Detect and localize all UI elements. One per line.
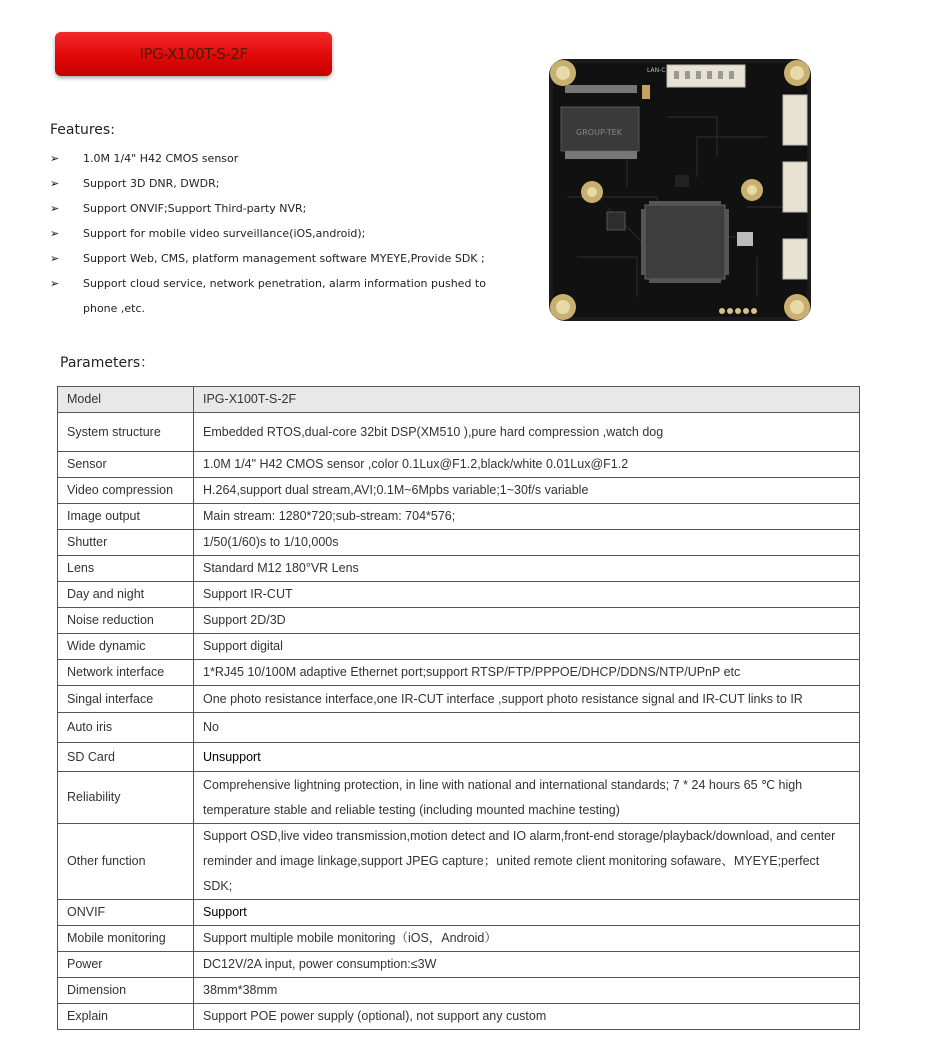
table-row: Video compression H.264,support dual stream,AVI;0.1M~6Mpbs variable;1~30f/s variable <box>58 478 860 504</box>
table-row: Wide dynamic Support digital <box>58 634 860 660</box>
table-row: Power DC12V/2A input, power consumption:≤3W <box>58 952 860 978</box>
table-row: Dimension 38mm*38mm <box>58 978 860 1004</box>
table-row: Sensor 1.0M 1/4" H42 CMOS sensor ,color 0.1Lux@F1.2,black/white 0.01Lux@F1.2 <box>58 452 860 478</box>
feature-item: ➢ Support Web, CMS, platform management software MYEYE,Provide SDK ; <box>50 246 490 271</box>
table-row: Image output Main stream: 1280*720;sub-stream: 704*576; <box>58 504 860 530</box>
feature-item: ➢ Support 3D DNR, DWDR; <box>50 171 490 196</box>
feature-item: ➢ Support cloud service, network penetration, alarm information pushed to phone ,etc. <box>50 271 490 321</box>
feature-item: ➢ Support ONVIF;Support Third-party NVR; <box>50 196 490 221</box>
arrow-bullet-icon: ➢ <box>50 277 60 290</box>
table-row: Noise reduction Support 2D/3D <box>58 608 860 634</box>
features-heading: Features: <box>50 122 115 138</box>
arrow-bullet-icon: ➢ <box>50 227 60 240</box>
table-row: Network interface 1*RJ45 10/100M adaptive Ethernet port;support RTSP/FTP/PPPOE/DHCP/DDNS/NTP/UPnP etc <box>58 660 860 686</box>
table-row: Reliability Comprehensive lightning protection, in line with national and international standards; 7 * 24 hours 65 ℃ high temperature stable and reliable testing (including mounted machine testing) <box>58 772 860 824</box>
table-row: Explain Support POE power supply (optional), not support any custom <box>58 1004 860 1030</box>
svg-text:GROUP-TEK: GROUP-TEK <box>576 128 622 137</box>
feature-item: ➢ 1.0M 1/4" H42 CMOS sensor <box>50 146 490 171</box>
arrow-bullet-icon: ➢ <box>50 252 60 265</box>
table-row: Auto iris No <box>58 713 860 743</box>
arrow-bullet-icon: ➢ <box>50 202 60 215</box>
table-row: Singal interface One photo resistance interface,one IR-CUT interface ,support photo resistance signal and IR-CUT links to IR <box>58 686 860 713</box>
table-row: Model IPG-X100T-S-2F <box>58 387 860 413</box>
feature-list <box>50 146 490 321</box>
table-row: Day and night Support IR-CUT <box>58 582 860 608</box>
svg-text:LAN-C: LAN-C <box>647 67 666 74</box>
table-row: Mobile monitoring Support multiple mobile monitoring（iOS，Android） <box>58 926 860 952</box>
table-row: System structure Embedded RTOS,dual-core 32bit DSP(XM510 ),pure hard compression ,watch dog <box>58 413 860 452</box>
feature-item: ➢ Support for mobile video surveillance(iOS,android); <box>50 221 490 246</box>
table-row: Other function Support OSD,live video transmission,motion detect and IO alarm,front-end storage/playback/download, and center reminder and image linkage,support JPEG capture；united remote client monitoring sofaware、MYEYE;perfect SDK; <box>58 824 860 900</box>
table-row: Shutter 1/50(1/60)s to 1/10,000s <box>58 530 860 556</box>
table-row: ONVIF Support <box>58 900 860 926</box>
circuit-board-image <box>547 57 813 323</box>
table-row: Lens Standard M12 180°VR Lens <box>58 556 860 582</box>
arrow-bullet-icon: ➢ <box>50 152 60 165</box>
table-row: SD Card Unsupport <box>58 743 860 772</box>
arrow-bullet-icon: ➢ <box>50 177 60 190</box>
product-title: IPG-X100T-S-2F <box>139 45 248 63</box>
parameters-table <box>57 386 860 1030</box>
title-banner <box>55 32 332 76</box>
parameters-heading: Parameters： <box>60 355 155 371</box>
